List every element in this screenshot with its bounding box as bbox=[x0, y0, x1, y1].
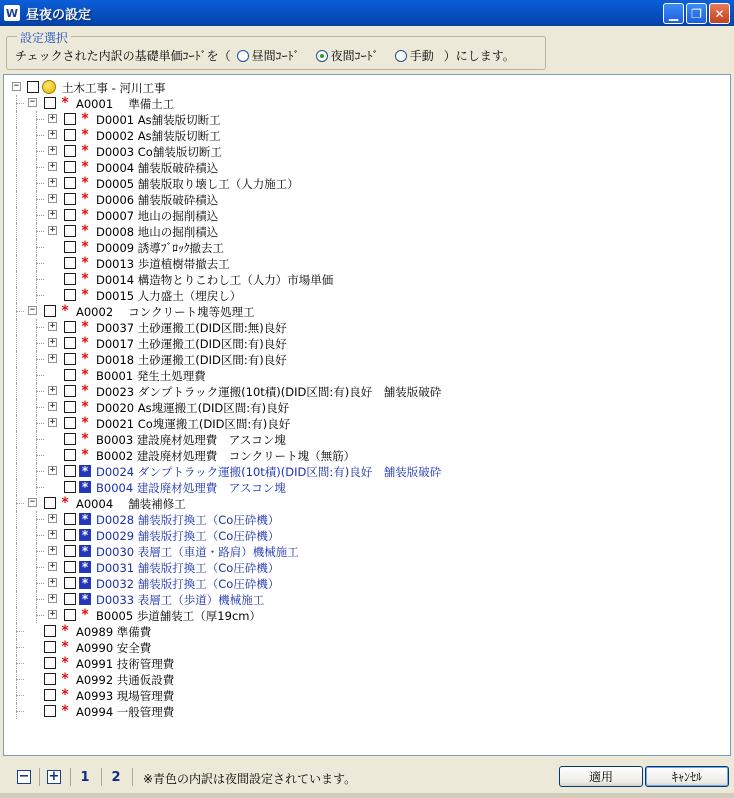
required-marker-icon: * bbox=[61, 95, 69, 111]
night-marker-icon: * bbox=[79, 465, 91, 477]
night-marker-icon: * bbox=[79, 529, 91, 541]
tree-item-name: 地山の掘削積込 bbox=[137, 209, 219, 223]
tree-item-row[interactable] bbox=[4, 223, 730, 239]
tree-item-label bbox=[96, 576, 279, 592]
tree-item-row[interactable] bbox=[4, 511, 730, 527]
tree-item-name: Co舗装版切断工 bbox=[137, 145, 222, 159]
tree-item-name: 舗装版破砕積込 bbox=[137, 161, 219, 175]
tree-item-name: 一般管理費 bbox=[116, 705, 175, 719]
required-marker-icon: * bbox=[81, 399, 89, 415]
expand-icon[interactable]: + bbox=[49, 209, 56, 219]
required-marker-icon: * bbox=[81, 255, 89, 271]
construction-icon bbox=[42, 80, 56, 94]
tree-item-code: D0005 bbox=[96, 177, 135, 191]
tree-item-label bbox=[96, 112, 221, 128]
tree-item-code: A0991 bbox=[76, 657, 114, 671]
tree-item-label bbox=[96, 320, 287, 336]
tree-item-checkbox[interactable] bbox=[64, 401, 76, 413]
tree-item-label bbox=[96, 416, 290, 432]
plus-box-icon: + bbox=[48, 769, 60, 784]
tree-item-name: 舗装版打換工（Co圧砕機） bbox=[137, 561, 280, 575]
tree-item-code: D0001 bbox=[96, 113, 135, 127]
tree-group-row[interactable] bbox=[4, 495, 730, 511]
expand-icon[interactable]: + bbox=[49, 145, 56, 155]
night-marker-icon: * bbox=[79, 577, 91, 589]
tree-item-code: D0015 bbox=[96, 289, 135, 303]
tree-item-name: 構造物とりこわし工（人力）市場単価 bbox=[137, 273, 334, 287]
tree-root-expander[interactable]: − bbox=[13, 81, 20, 91]
required-marker-icon: * bbox=[81, 127, 89, 143]
tree-item-label bbox=[96, 512, 279, 528]
tree-item-label bbox=[96, 544, 299, 560]
tree-item-checkbox[interactable] bbox=[44, 705, 56, 717]
tree-item-checkbox[interactable] bbox=[64, 417, 76, 429]
tree-item-checkbox[interactable] bbox=[44, 97, 56, 109]
required-marker-icon: * bbox=[61, 655, 69, 671]
tree-item-checkbox[interactable] bbox=[64, 465, 76, 477]
tree-item-label bbox=[96, 528, 279, 544]
tree-item-row[interactable] bbox=[4, 159, 730, 175]
night-marker-icon: * bbox=[79, 561, 91, 573]
collapse-icon[interactable]: − bbox=[29, 97, 36, 107]
tree-item-row[interactable] bbox=[4, 575, 730, 591]
tree-item-checkbox[interactable] bbox=[64, 353, 76, 365]
tree-item-row[interactable] bbox=[4, 383, 730, 399]
tree-item-code: D0004 bbox=[96, 161, 135, 175]
tree-item-checkbox[interactable] bbox=[64, 177, 76, 189]
tree-item-row[interactable] bbox=[4, 335, 730, 351]
radio-manual-dot[interactable] bbox=[395, 50, 407, 62]
night-note: ※青色の内訳は夜間設定されています。 bbox=[143, 772, 357, 786]
tree-item-row[interactable] bbox=[4, 239, 730, 255]
expand-icon[interactable]: + bbox=[49, 561, 56, 571]
expand-icon[interactable]: + bbox=[49, 321, 56, 331]
tree-root-label: 土木工事 - 河川工事 bbox=[62, 81, 166, 95]
required-marker-icon: * bbox=[81, 415, 89, 431]
tree-item-code: B0004 bbox=[96, 481, 134, 495]
tree-item-code: D0017 bbox=[96, 337, 135, 351]
tree-item-checkbox[interactable] bbox=[64, 225, 76, 237]
tree-item-name: 舗装補修工 bbox=[116, 497, 186, 511]
required-marker-icon: * bbox=[81, 223, 89, 239]
night-marker-icon: * bbox=[79, 513, 91, 525]
tree-item-checkbox[interactable] bbox=[64, 529, 76, 541]
tree-item-row[interactable] bbox=[4, 271, 730, 287]
night-marker-icon: * bbox=[79, 593, 91, 605]
tree-item-checkbox[interactable] bbox=[64, 481, 76, 493]
tree-item-name: 準備土工 bbox=[116, 97, 175, 111]
tree-item-name: ダンプトラック運搬(10t積)(DID区間:有)良好 舗装版破砕 bbox=[137, 465, 442, 479]
tree-item-name: 誘導ﾌﾞﾛｯｸ撤去工 bbox=[137, 241, 225, 255]
tree-item-checkbox[interactable] bbox=[64, 561, 76, 573]
tree-item-name: 現場管理費 bbox=[116, 689, 175, 703]
radio-daytime[interactable] bbox=[237, 47, 300, 64]
tree-item-checkbox[interactable] bbox=[64, 113, 76, 125]
tree-item-name: ダンプトラック運搬(10t積)(DID区間:有)良好 舗装版破砕 bbox=[137, 385, 442, 399]
tree-item-label bbox=[96, 368, 206, 384]
tree-item-label bbox=[96, 144, 222, 160]
tree-item-row[interactable] bbox=[4, 207, 730, 223]
required-marker-icon: * bbox=[61, 687, 69, 703]
required-marker-icon: * bbox=[81, 191, 89, 207]
required-marker-icon: * bbox=[81, 111, 89, 127]
tree-item-label bbox=[96, 336, 287, 352]
tree-item-row[interactable] bbox=[4, 431, 730, 447]
tree-item-name: 準備費 bbox=[116, 625, 152, 639]
tree-item-code: D0021 bbox=[96, 417, 135, 431]
tree-item-name: 舗装版取り壊し工（人力施工） bbox=[137, 177, 299, 191]
tree-item-label bbox=[96, 400, 289, 416]
required-marker-icon: * bbox=[61, 303, 69, 319]
required-marker-icon: * bbox=[81, 239, 89, 255]
tree-item-name: 建設廃材処理費 コンクリート塊（無筋） bbox=[136, 449, 356, 463]
tree-item-name: 安全費 bbox=[116, 641, 152, 655]
tree-item-label bbox=[96, 352, 287, 368]
settings-prefix: チェックされた内訳の基礎単価ｺｰﾄﾞを（ bbox=[15, 49, 231, 63]
tree-item-label bbox=[96, 128, 221, 144]
required-marker-icon: * bbox=[81, 175, 89, 191]
required-marker-icon: * bbox=[81, 159, 89, 175]
tree-item-code: D0032 bbox=[96, 577, 135, 591]
tree-item-code: B0003 bbox=[96, 433, 134, 447]
minus-box-icon: − bbox=[18, 769, 30, 784]
required-marker-icon: * bbox=[81, 143, 89, 159]
tree-item-checkbox[interactable] bbox=[64, 321, 76, 333]
tree-item-row[interactable] bbox=[4, 527, 730, 543]
tree-item-code: A0994 bbox=[76, 705, 114, 719]
tree-item-row[interactable] bbox=[4, 399, 730, 415]
tree-item-row[interactable] bbox=[4, 479, 730, 495]
tree-item-name: コンクリート塊等処理工 bbox=[116, 305, 255, 319]
close-button[interactable] bbox=[709, 3, 730, 24]
collapse-icon[interactable]: − bbox=[29, 305, 36, 315]
tree-item-label bbox=[76, 304, 255, 320]
tree-item-code: B0005 bbox=[96, 609, 134, 623]
tree-item-row[interactable] bbox=[4, 559, 730, 575]
tree-item-checkbox[interactable] bbox=[64, 273, 76, 285]
expand-icon[interactable]: + bbox=[49, 513, 56, 523]
tree-item-code: D0020 bbox=[96, 401, 135, 415]
tree-item-checkbox[interactable] bbox=[64, 545, 76, 557]
collapse-icon[interactable]: − bbox=[29, 497, 36, 507]
required-marker-icon: * bbox=[81, 447, 89, 463]
tree-item-checkbox[interactable] bbox=[64, 449, 76, 461]
tree-item-label bbox=[76, 704, 174, 720]
expand-icon[interactable]: + bbox=[49, 385, 56, 395]
tree-item-code: D0028 bbox=[96, 513, 135, 527]
night-marker-icon: * bbox=[79, 481, 91, 493]
tree-item-label bbox=[96, 384, 441, 400]
night-marker-icon: * bbox=[79, 545, 91, 557]
tree-item-name: 舗装版打換工（Co圧砕機） bbox=[137, 577, 280, 591]
required-marker-icon: * bbox=[81, 607, 89, 623]
tree-item-name: 表層工（歩道）機械施工 bbox=[137, 593, 265, 607]
tree-item-checkbox[interactable] bbox=[64, 257, 76, 269]
tree-item-code: A0002 bbox=[76, 305, 114, 319]
tree-item-checkbox[interactable] bbox=[64, 577, 76, 589]
tree-item-name: 地山の掘削積込 bbox=[137, 225, 219, 239]
tree-item-code: D0002 bbox=[96, 129, 135, 143]
tree-item-code: D0009 bbox=[96, 241, 135, 255]
tree-item-checkbox[interactable] bbox=[64, 145, 76, 157]
tree-item-code: D0023 bbox=[96, 385, 135, 399]
tree-item-name: 人力盛土（埋戻し） bbox=[137, 289, 242, 303]
tree-item-checkbox[interactable] bbox=[44, 673, 56, 685]
tree-item-name: 技術管理費 bbox=[116, 657, 175, 671]
expand-icon[interactable]: + bbox=[49, 129, 56, 139]
tree-item-label bbox=[96, 224, 218, 240]
tree-group-row[interactable] bbox=[4, 687, 730, 703]
tree-root-row[interactable] bbox=[4, 79, 730, 95]
tree-item-label bbox=[96, 240, 224, 256]
expand-icon[interactable]: + bbox=[49, 353, 56, 363]
tree-item-code: D0029 bbox=[96, 529, 135, 543]
tree-item-row[interactable] bbox=[4, 367, 730, 383]
expand-icon[interactable]: + bbox=[49, 417, 56, 427]
radio-manual[interactable] bbox=[395, 47, 434, 64]
tree-item-label bbox=[96, 560, 279, 576]
tree-item-label bbox=[96, 480, 286, 496]
expand-icon[interactable]: + bbox=[49, 609, 56, 619]
tree-item-row[interactable] bbox=[4, 607, 730, 623]
tree-item-row[interactable] bbox=[4, 543, 730, 559]
tree-item-checkbox[interactable] bbox=[64, 369, 76, 381]
tree-item-code: A0993 bbox=[76, 689, 114, 703]
tree-item-name: As舗装版切断工 bbox=[137, 129, 221, 143]
tree-item-checkbox[interactable] bbox=[64, 513, 76, 525]
tree-item-code: B0001 bbox=[96, 369, 134, 383]
required-marker-icon: * bbox=[81, 319, 89, 335]
tree-item-label bbox=[76, 688, 174, 704]
tree-item-code: B0002 bbox=[96, 449, 134, 463]
tree-item-checkbox[interactable] bbox=[64, 193, 76, 205]
tree-item-row[interactable] bbox=[4, 127, 730, 143]
tree-item-label bbox=[96, 448, 355, 464]
tree-item-row[interactable] bbox=[4, 319, 730, 335]
expand-icon[interactable]: + bbox=[49, 577, 56, 587]
level-2-button[interactable]: 2 bbox=[111, 769, 121, 785]
tree-item-label bbox=[96, 464, 441, 480]
tree-item-code: D0030 bbox=[96, 545, 135, 559]
tree-item-row[interactable] bbox=[4, 111, 730, 127]
tree-item-label bbox=[76, 496, 186, 512]
tree-item-checkbox[interactable] bbox=[64, 161, 76, 173]
tree-item-checkbox[interactable] bbox=[44, 625, 56, 637]
radio-nighttime-label[interactable]: 夜間ｺｰﾄﾞ bbox=[330, 49, 379, 63]
tree-group-row[interactable] bbox=[4, 95, 730, 111]
tree-item-code: D0033 bbox=[96, 593, 135, 607]
tree-item-label bbox=[76, 656, 174, 672]
tree-item-row[interactable] bbox=[4, 287, 730, 303]
tree-item-checkbox[interactable] bbox=[64, 241, 76, 253]
tree-item-row[interactable] bbox=[4, 255, 730, 271]
settings-suffix: ）にします。 bbox=[443, 49, 515, 63]
expand-icon[interactable]: + bbox=[49, 225, 56, 235]
collapse-all-button[interactable] bbox=[12, 766, 36, 788]
app-icon: W bbox=[5, 6, 19, 20]
tree-item-code: D0003 bbox=[96, 145, 135, 159]
tree-item-label bbox=[96, 288, 241, 304]
tree-item-code: A0989 bbox=[76, 625, 114, 639]
required-marker-icon: * bbox=[81, 287, 89, 303]
tree-item-code: A0004 bbox=[76, 497, 114, 511]
tree-group-row[interactable] bbox=[4, 671, 730, 687]
required-marker-icon: * bbox=[81, 207, 89, 223]
close-icon: ✕ bbox=[714, 6, 725, 21]
tree-item-label bbox=[96, 592, 264, 608]
window-title: 昼夜の設定 bbox=[26, 7, 92, 23]
tree-group-row[interactable] bbox=[4, 703, 730, 719]
tree-item-name: 歩道舗装工（厚19cm） bbox=[136, 609, 261, 623]
radio-daytime-dot[interactable] bbox=[237, 50, 249, 62]
tree-item-label bbox=[96, 432, 286, 448]
tree-item-checkbox[interactable] bbox=[64, 337, 76, 349]
tree-item-label bbox=[76, 640, 151, 656]
tree-item-name: As塊運搬工(DID区間:有)良好 bbox=[137, 401, 290, 415]
required-marker-icon: * bbox=[61, 671, 69, 687]
tree-group-row[interactable] bbox=[4, 639, 730, 655]
expand-icon[interactable]: + bbox=[49, 177, 56, 187]
tree-item-checkbox[interactable] bbox=[64, 593, 76, 605]
radio-nighttime[interactable] bbox=[316, 47, 379, 64]
tree-item-code: D0008 bbox=[96, 225, 135, 239]
expand-icon[interactable]: + bbox=[49, 593, 56, 603]
expand-icon[interactable]: + bbox=[49, 337, 56, 347]
settings-group bbox=[6, 31, 546, 70]
required-marker-icon: * bbox=[81, 431, 89, 447]
tree-item-name: 舗装版打換工（Co圧砕機） bbox=[137, 513, 280, 527]
tree-item-code: D0037 bbox=[96, 321, 135, 335]
tree-item-row[interactable] bbox=[4, 591, 730, 607]
tree-item-name: 建設廃材処理費 アスコン塊 bbox=[136, 433, 286, 447]
tree-root-checkbox[interactable] bbox=[27, 81, 39, 93]
tree-item-code: D0031 bbox=[96, 561, 135, 575]
tree-item-checkbox[interactable] bbox=[64, 385, 76, 397]
required-marker-icon: * bbox=[81, 271, 89, 287]
level-1-button[interactable]: 1 bbox=[80, 769, 90, 785]
tree-item-checkbox[interactable] bbox=[44, 497, 56, 509]
tree-item-name: 土砂運搬工(DID区間:有)良好 bbox=[137, 353, 287, 367]
tree-item-label bbox=[96, 208, 218, 224]
tree-item-checkbox[interactable] bbox=[44, 641, 56, 653]
tree-item-code: D0007 bbox=[96, 209, 135, 223]
tree-item-checkbox[interactable] bbox=[64, 609, 76, 621]
tree-item-code: D0013 bbox=[96, 257, 135, 271]
status-strip bbox=[0, 793, 734, 798]
tree-item-name: 表層工（車道・路肩）機械施工 bbox=[137, 545, 299, 559]
tree-item-row[interactable] bbox=[4, 191, 730, 207]
tree-item-label bbox=[96, 256, 230, 272]
tree-item-name: Co塊運搬工(DID区間:有)良好 bbox=[137, 417, 291, 431]
tree-item-row[interactable] bbox=[4, 175, 730, 191]
tree-item-checkbox[interactable] bbox=[44, 305, 56, 317]
required-marker-icon: * bbox=[81, 351, 89, 367]
expand-icon[interactable]: + bbox=[49, 529, 56, 539]
tree-item-code: D0024 bbox=[96, 465, 135, 479]
tree-item-label bbox=[96, 160, 218, 176]
tree-group-row[interactable] bbox=[4, 623, 730, 639]
tree-group-row[interactable] bbox=[4, 655, 730, 671]
radio-daytime-label[interactable]: 昼間ｺｰﾄﾞ bbox=[251, 49, 300, 63]
maximize-icon: ❐ bbox=[691, 6, 702, 21]
required-marker-icon: * bbox=[81, 383, 89, 399]
tree-item-code: D0018 bbox=[96, 353, 135, 367]
expand-icon[interactable]: + bbox=[49, 465, 56, 475]
tree-item-checkbox[interactable] bbox=[64, 433, 76, 445]
tree-item-row[interactable] bbox=[4, 415, 730, 431]
tree-item-row[interactable] bbox=[4, 463, 730, 479]
tree-item-checkbox[interactable] bbox=[64, 129, 76, 141]
expand-all-button[interactable] bbox=[42, 766, 66, 788]
tree-item-name: 共通仮設費 bbox=[116, 673, 175, 687]
tree-item-code: A0990 bbox=[76, 641, 114, 655]
radio-manual-label[interactable]: 手動 bbox=[409, 49, 434, 63]
tree-item-name: 建設廃材処理費 アスコン塊 bbox=[136, 481, 286, 495]
tree-item-code: A0001 bbox=[76, 97, 114, 111]
maximize-button[interactable] bbox=[686, 3, 707, 24]
tree-item-row[interactable] bbox=[4, 351, 730, 367]
tree-item-name: 舗装版破砕積込 bbox=[137, 193, 219, 207]
tree-item-row[interactable] bbox=[4, 143, 730, 159]
required-marker-icon: * bbox=[61, 639, 69, 655]
tree-item-name: 土砂運搬工(DID区間:有)良好 bbox=[137, 337, 287, 351]
tree-item-label bbox=[96, 608, 261, 624]
apply-button[interactable]: 適用 bbox=[559, 766, 643, 787]
tree-item-code: D0006 bbox=[96, 193, 135, 207]
tree-item-label bbox=[96, 192, 218, 208]
tree-item-checkbox[interactable] bbox=[44, 657, 56, 669]
minimize-button[interactable] bbox=[663, 3, 684, 24]
tree-item-name: 土砂運搬工(DID区間:無)良好 bbox=[137, 321, 287, 335]
expand-icon[interactable]: + bbox=[49, 545, 56, 555]
tree-item-row[interactable] bbox=[4, 447, 730, 463]
minimize-icon: ▁ bbox=[668, 6, 679, 21]
tree-item-checkbox[interactable] bbox=[44, 689, 56, 701]
settings-legend: 設定選択 bbox=[17, 29, 71, 46]
tree-item-name: 発生土処理費 bbox=[136, 369, 206, 383]
required-marker-icon: * bbox=[61, 495, 69, 511]
radio-nighttime-dot[interactable] bbox=[316, 50, 328, 62]
tree-item-label bbox=[76, 672, 174, 688]
required-marker-icon: * bbox=[61, 623, 69, 639]
tree-view[interactable] bbox=[3, 74, 731, 756]
tree-item-label bbox=[76, 624, 151, 640]
required-marker-icon: * bbox=[81, 367, 89, 383]
tree-item-label bbox=[96, 272, 333, 288]
tree-item-name: As舗装版切断工 bbox=[137, 113, 221, 127]
tree-item-label bbox=[96, 176, 299, 192]
expand-icon[interactable]: + bbox=[49, 193, 56, 203]
required-marker-icon: * bbox=[61, 703, 69, 719]
required-marker-icon: * bbox=[81, 335, 89, 351]
tree-item-name: 舗装版打換工（Co圧砕機） bbox=[137, 529, 280, 543]
expand-icon[interactable]: + bbox=[49, 161, 56, 171]
tree-item-name: 歩道植樹帯撤去工 bbox=[137, 257, 230, 271]
title-bar[interactable] bbox=[0, 0, 734, 26]
expand-icon[interactable]: + bbox=[49, 401, 56, 411]
tree-item-checkbox[interactable] bbox=[64, 209, 76, 221]
tree-item-code: D0014 bbox=[96, 273, 135, 287]
tree-group-row[interactable] bbox=[4, 303, 730, 319]
tree-item-label bbox=[76, 96, 174, 112]
expand-icon[interactable]: + bbox=[49, 113, 56, 123]
cancel-button[interactable]: ｷｬﾝｾﾙ bbox=[645, 766, 729, 787]
tree-item-code: A0992 bbox=[76, 673, 114, 687]
tree-item-checkbox[interactable] bbox=[64, 289, 76, 301]
